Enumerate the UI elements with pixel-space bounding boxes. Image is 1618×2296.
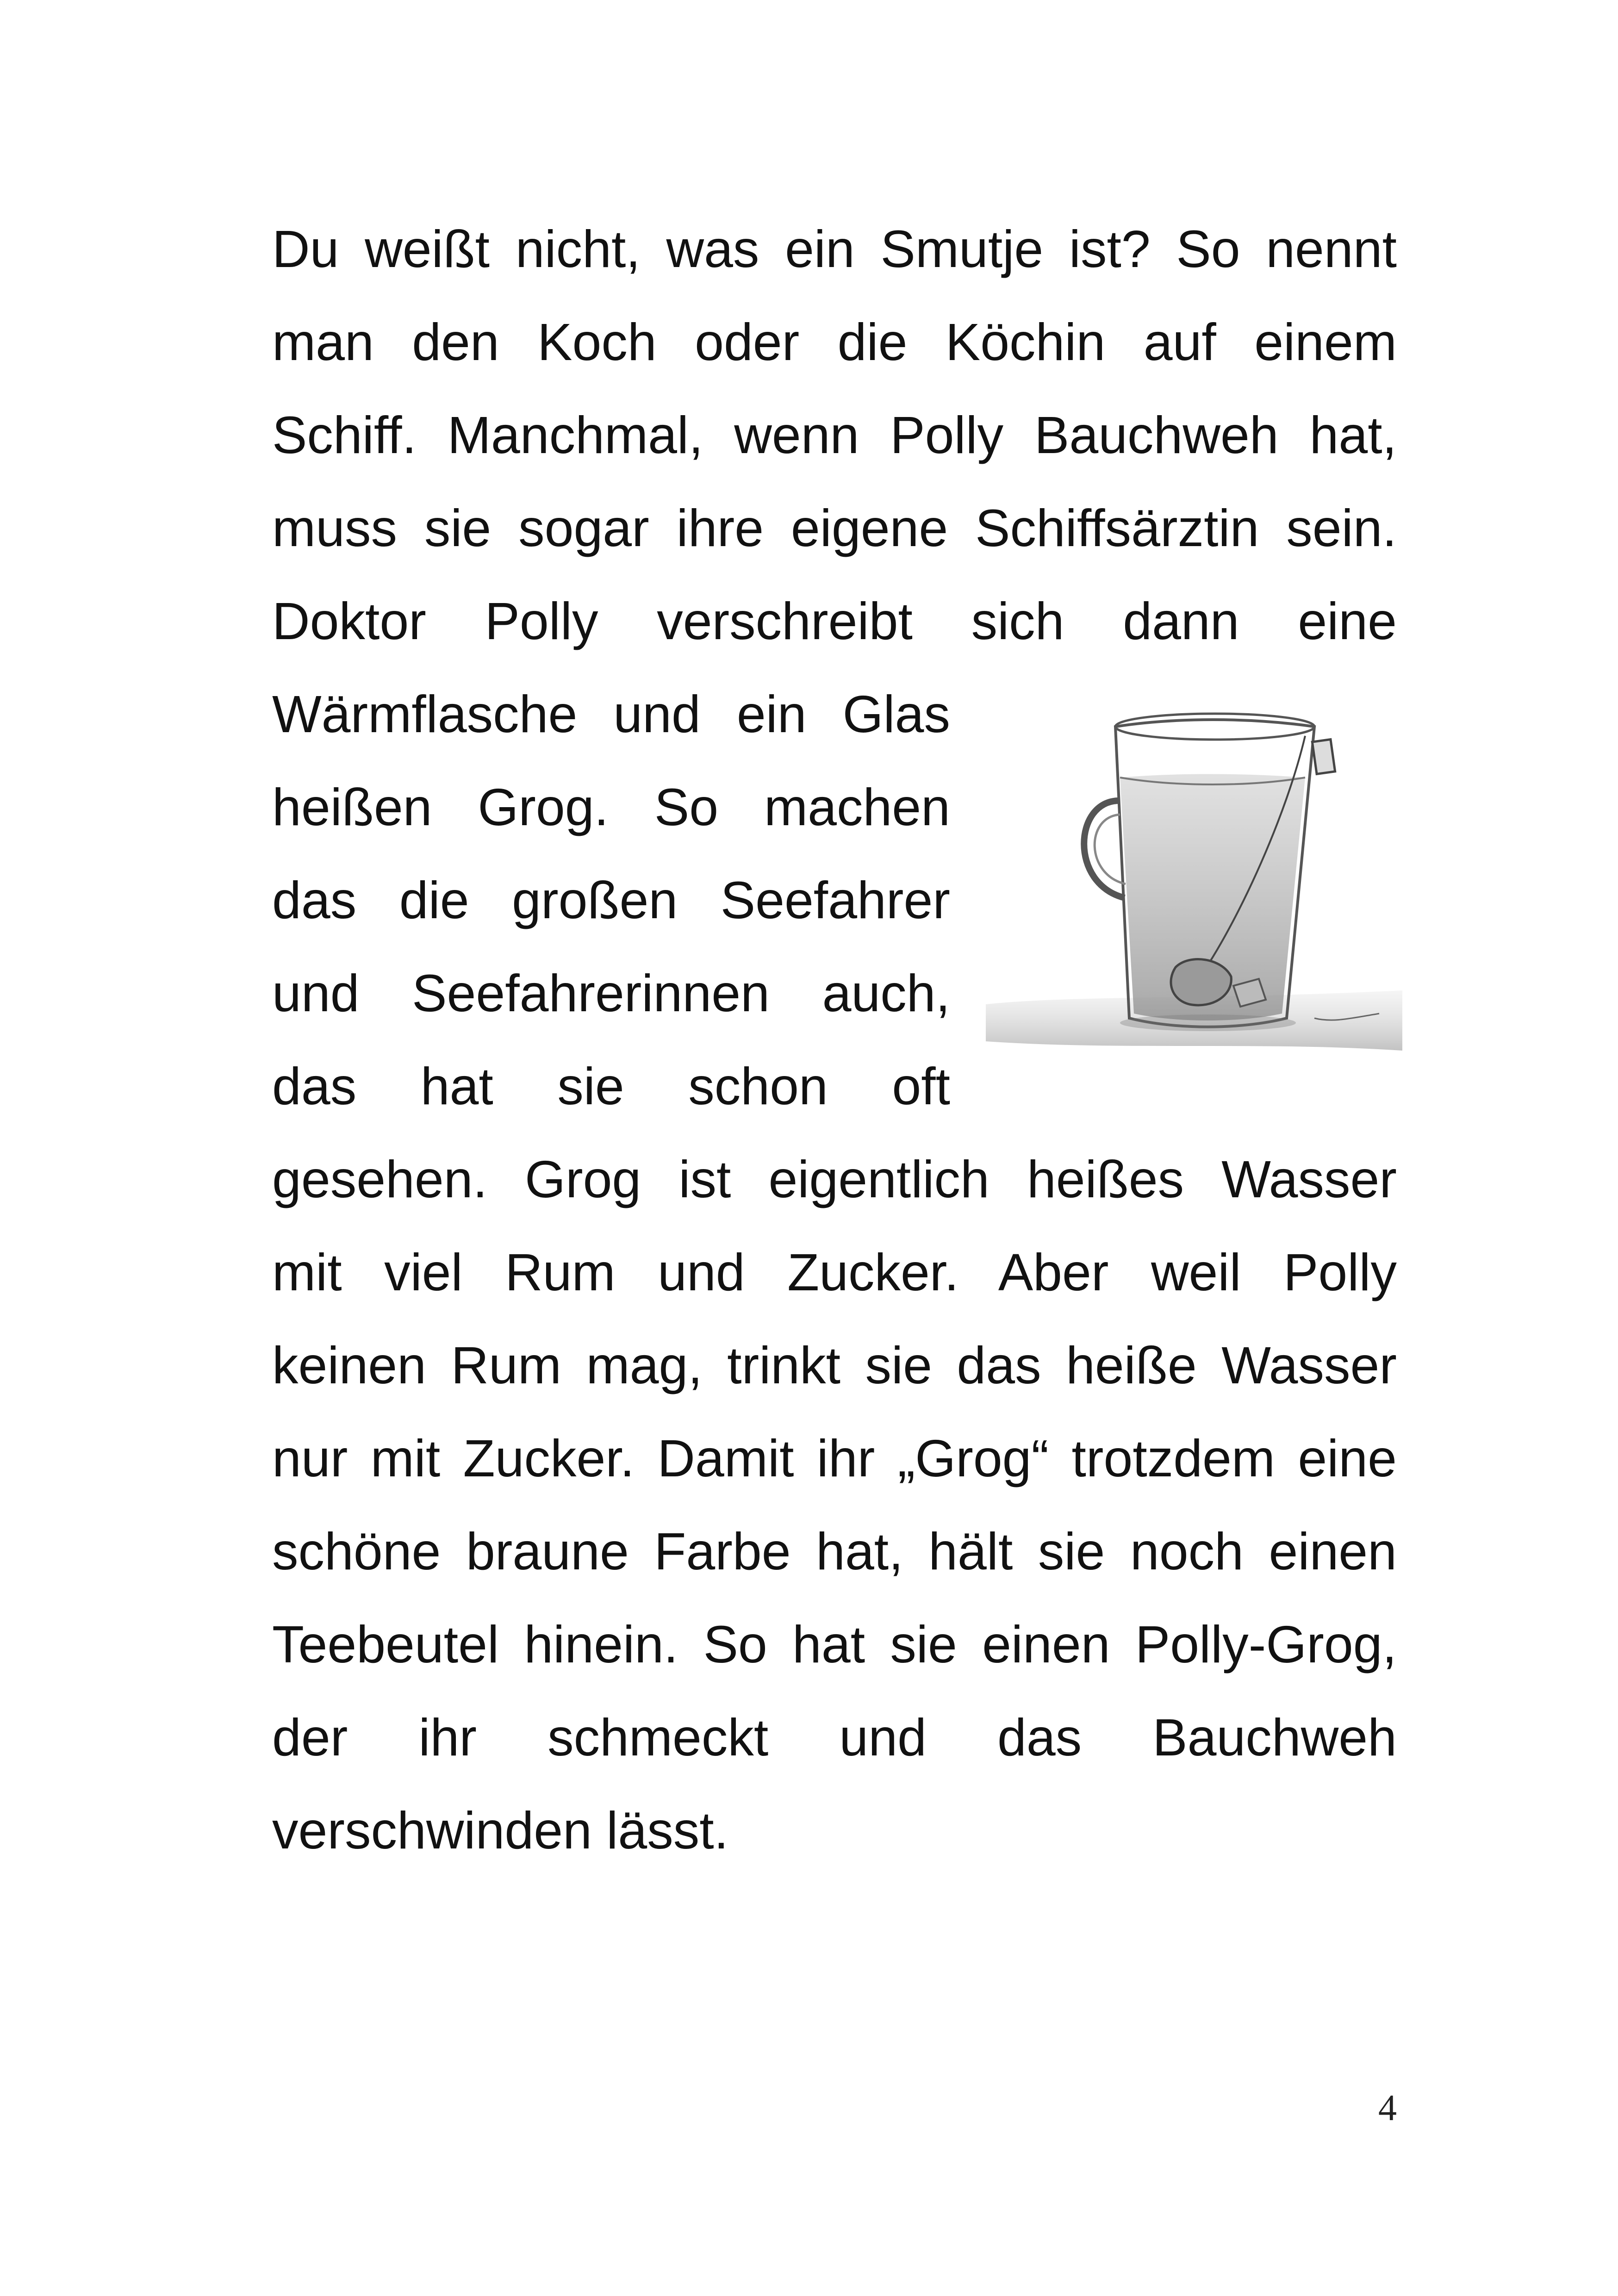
text-line: das die großen Seefahrer: [272, 871, 950, 929]
text-line: Du weißt nicht, was ein Smutje ist? So nennt: [272, 220, 1397, 278]
text-line: das hat sie schon oft: [272, 1057, 950, 1115]
text-line: nur mit Zucker. Damit ihr „Grog“ trotzdem eine: [272, 1429, 1397, 1487]
page-number: 4: [1378, 2088, 1397, 2128]
text-line: Schiff. Manchmal, wenn Polly Bauchweh hat,: [272, 406, 1397, 464]
text-line: gesehen. Grog ist eigentlich heißes Wasser: [272, 1150, 1397, 1208]
text-line: man den Koch oder die Köchin auf einem: [272, 313, 1397, 371]
text-line: muss sie sogar ihre eigene Schiffsärztin sein.: [272, 499, 1397, 557]
text-line: heißen Grog. So machen: [272, 778, 950, 836]
text-line: verschwinden lässt.: [272, 1801, 729, 1860]
text-line: schöne braune Farbe hat, hält sie noch einen: [272, 1522, 1397, 1580]
text-line: Teebeutel hinein. So hat sie einen Polly-Grog,: [272, 1615, 1397, 1674]
text-line: der ihr schmeckt und das Bauchweh: [272, 1708, 1397, 1767]
text-line: und Seefahrerinnen auch,: [272, 964, 950, 1022]
text-line: Wärmflasche und ein Glas: [272, 685, 950, 743]
text-line: mit viel Rum und Zucker. Aber weil Polly: [272, 1243, 1397, 1301]
text-line: Doktor Polly verschreibt sich dann eine: [272, 592, 1397, 650]
glass-of-grog-icon: [981, 699, 1407, 1069]
text-line: keinen Rum mag, trinkt sie das heiße Wasser: [272, 1336, 1397, 1394]
